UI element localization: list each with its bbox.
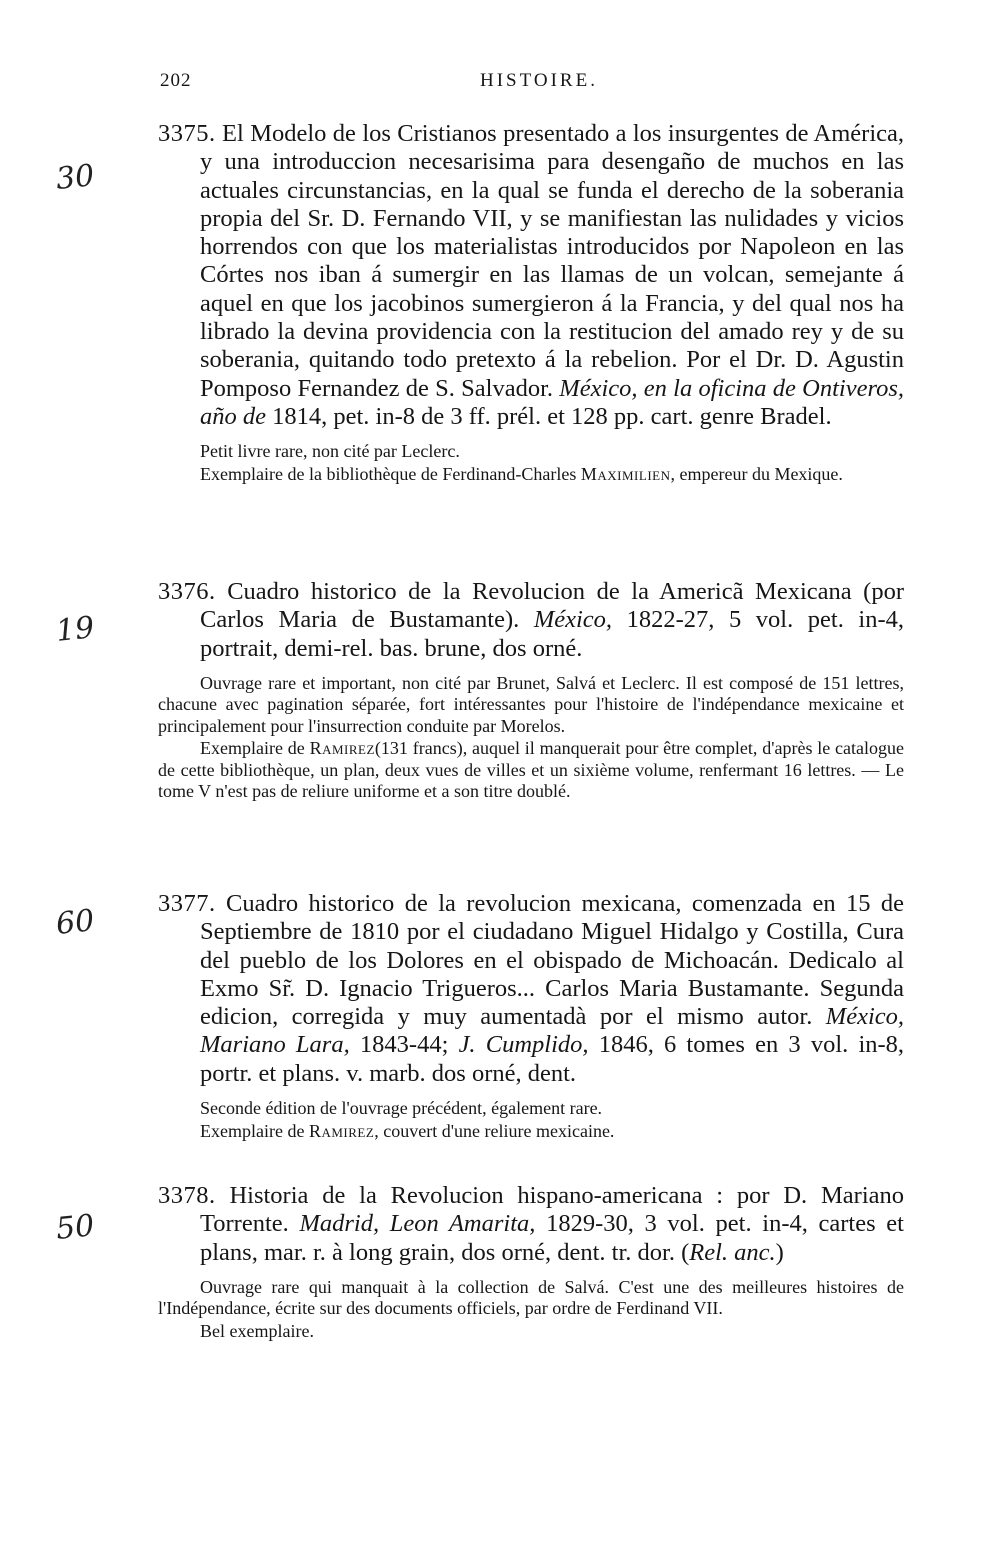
entry-imprint: México, (533, 606, 613, 634)
entry-note: Petit livre rare, non cité par Leclerc. (200, 441, 460, 462)
margin-price-note: 30 (54, 158, 96, 197)
entry-note: Seconde édition de l'ouvrage précédent, également rare. (200, 1098, 603, 1119)
entry-title: Cuadro historico de la revolucion mexicana, comenzada en 15 de Septiembre de 1810 por el ciudadano Miguel Hidalgo y Costilla, Cura del pueblo de los Dolores en el obispado de Michoacán. Dedicalo al Exmo Sr̃. D. Ignacio Trigueros... Carlos Maria Bustamante. Segunda edicion, corregida y muy aumentadà por el mismo autor. (200, 890, 904, 1031)
entry-provenance: Exemplaire de Ramirez, couvert d'une reliure mexicaine. (200, 1120, 615, 1141)
catalogue-entry (158, 578, 904, 803)
entry-collation: 1814, pet. in-8 de 3 ff. prél. et 128 pp. cart. genre Bradel. (272, 402, 832, 430)
margin-price-note: 19 (54, 610, 96, 649)
entry-number: 3376. (158, 578, 216, 605)
catalogue-entry (158, 890, 904, 1142)
entry-imprint: Madrid, Leon Amarita, (299, 1210, 536, 1238)
entry-number: 3377. (158, 890, 216, 917)
entry-collation: 1822-27, 5 vol. pet. in-4, portrait, demi-rel. bas. brune, dos orné. (200, 606, 905, 662)
running-title: HISTOIRE. (480, 70, 598, 91)
entry-description (158, 120, 904, 431)
entry-title: Historia de la Revolucion hispano-americana : por D. Mariano Torrente. (200, 1182, 904, 1238)
entry-title: El Modelo de los Cristianos presentado a los insurgentes de América, y una introduccion necesarisima para desengaño de muchos en las actuales circunstancias, en la qual se funda el derecho de la soberania propia del Sr. D. Fernando VII, y se manifiestan las nulidades y vicios horrendos con que los materialistas introducidos por Napoleon en las Córtes nos iban á sumergir en las llamas de un volcan, semejante á aquel en que los jacobinos sumergieron á la Francia, y del qual nos ha librado la devina providencia con la restitucion del amado rey y de su soberania, quitando todo pretexto á la rebelion. Por el Dr. D. Agustin Pomposo Fernandez de S. Salvador. (200, 120, 905, 402)
entry-imprint: México, en la oficina de Ontiveros, año de (200, 374, 904, 430)
catalogue-entry (158, 1182, 904, 1342)
entry-description (158, 578, 904, 663)
entry-note: Ouvrage rare qui manquait à la collection de Salvá. C'est une des meilleures histoires de l'Indépendance, écrite sur des documents officiels, par ordre de Ferdinand VII. (158, 1276, 904, 1319)
entry-number: 3375. (158, 120, 216, 147)
entry-description: 3377. Cuadro historico de la revolucion mexicana, comenzada en 15 de Septiembre de 1810 por el ciudadano Miguel Hidalgo y Costilla, Cura del pueblo de los Dolores en el obispado de Michoacán. Dedicalo al Exmo Sr̃. D. Ignacio Trigueros... Carlos Maria Bustamante. Segunda edicion, corregida y muy aumentadà por el mismo autor. México, Mariano Lara, 1843-44; J. Cumplido, 1846, 6 tomes en 3 vol. in-8, portr. et plans. v. marb. dos orné, dent. (158, 890, 905, 1087)
catalogue-entry (158, 120, 904, 485)
entry-collation: 1846, 6 tomes en 3 vol. in-8, portr. et plans. v. marb. dos orné, dent. (200, 1031, 905, 1087)
entry-provenance: Exemplaire de la bibliothèque de Ferdinand-Charles Maximilien, empereur du Mexique. (200, 463, 843, 484)
entry-number: 3378. (158, 1182, 216, 1209)
entry-provenance: Exemplaire de Ramirez(131 francs), auquel il manquerait pour être complet, d'après le catalogue de cette bibliothèque, un plan, deux vues de villes et un sixième volume, renfermant 16 lettres. — Le tome V n'est pas de reliure uniforme et a son titre doublé. (158, 738, 905, 802)
entry-imprint: J. Cumplido, (458, 1031, 589, 1059)
margin-price-note: 50 (54, 1208, 96, 1247)
entry-collation: 1829-30, 3 vol. pet. in-4, cartes et plans, mar. r. à long grain, dos orné, dent. tr. dor. ( (200, 1210, 904, 1266)
entry-note: Bel exemplaire. (200, 1320, 314, 1341)
page-number: 202 (160, 70, 192, 91)
entry-imprint: México, Mariano Lara, (200, 1003, 905, 1059)
entry-title: Cuadro historico de la Revolucion de la Americã Mexicana (por Carlos Maria de Bustamante). (200, 578, 904, 634)
margin-price-note: 60 (54, 903, 96, 942)
entry-description: 3378. Historia de la Revolucion hispano-americana : por D. Mariano Torrente. Madrid, Leon Amarita, 1829-30, 3 vol. pet. in-4, cartes et plans, mar. r. à long grain, dos orné, dent. tr. dor. (Rel. anc.) (158, 1182, 904, 1266)
entry-note: Ouvrage rare et important, non cité par Brunet, Salvá et Leclerc. Il est composé de 151 lettres, chacune avec pagination séparée, fort intéressantes pour l'histoire de l'indépendance mexicaine et principalement pour l'insurrection conduite par Morelos. (158, 672, 904, 736)
